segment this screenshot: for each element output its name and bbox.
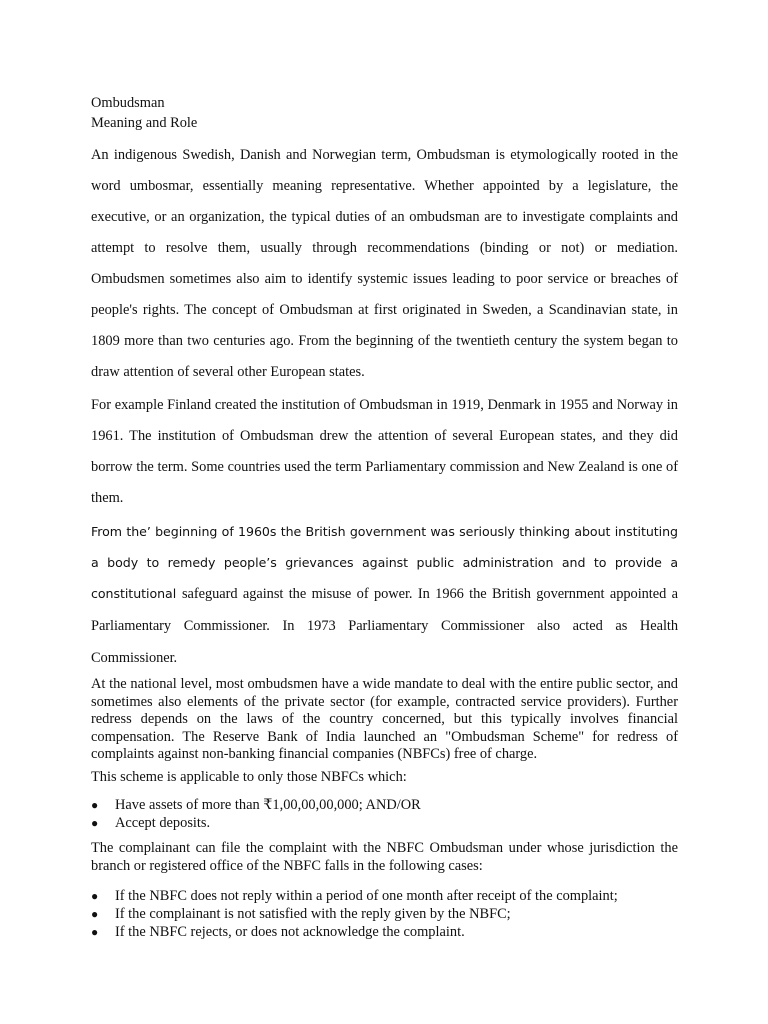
paragraph-examples: For example Finland created the institution of Ombudsman in 1919, Denmark in 1955 and Norway in 1961. The institution of Ombudsman drew the attention of several European states, and they did borrow the term. Some countries used the term Parliamentary commission and New Zealand is one of them.	[91, 397, 678, 506]
list-item: ● If the NBFC does not reply within a period of one month after receipt of the complaint;	[91, 888, 618, 904]
paragraph-etymology: An indigenous Swedish, Danish and Norwegian term, Ombudsman is etymologically rooted in the word umbosmar, essentially meaning representative. Whether appointed by a legislature, the executive, or an organization, the typical duties of an ombudsman are to investigate complaints and attempt to resolve them, usually through recommendations (binding or not) or mediation. Ombudsmen sometimes also aim to identify systemic issues leading to poor service or breaches of people's rights. The concept of Ombudsman at first originated in Sweden, a Scandinavian state, in 1809 more than two centuries ago. From the beginning of the twentieth century the system began to draw attention of several other European states.	[91, 147, 678, 380]
paragraph-british-serif: safeguard against the misuse of power. In 1966 the British government appointed a Parliamentary Commissioner. In 1973 Parliamentary Commissioner also acted as Health Commissioner.	[91, 586, 678, 666]
complaint-cases-list	[91, 887, 678, 941]
document-subtitle: Meaning and Role	[91, 115, 198, 131]
bullet-icon: ●	[91, 907, 99, 921]
bullet-icon: ●	[91, 798, 99, 812]
paragraph-complainant: The complainant can file the complaint with the NBFC Ombudsman under whose jurisdiction the branch or registered office of the NBFC falls in the following cases:	[91, 840, 678, 874]
paragraph-scheme-intro: This scheme is applicable to only those NBFCs which:	[91, 768, 407, 785]
paragraph-british-sans: From the’ beginning of 1960s the British government was seriously thinking about instituting a body to remedy people’s grievances against public administration and to provide a constitutional	[91, 524, 678, 601]
bullet-icon: ●	[91, 889, 99, 903]
paragraph-british	[91, 516, 678, 674]
bullet-icon: ●	[91, 925, 99, 939]
list-item: ● If the NBFC rejects, or does not acknowledge the complaint.	[91, 924, 465, 940]
list-item: ● If the complainant is not satisfied with the reply given by the NBFC;	[91, 906, 511, 922]
list-item: ● Accept deposits.	[91, 815, 211, 831]
list-item: ● Have assets of more than ₹1,00,00,00,000; AND/OR	[91, 797, 421, 813]
nbfc-criteria-list	[91, 796, 678, 832]
bullet-icon: ●	[91, 816, 99, 830]
document-page	[91, 93, 678, 941]
paragraph-national-level: At the national level, most ombudsmen have a wide mandate to deal with the entire public sector, and sometimes also elements of the private sector (for example, contracted service providers). Further redress depends on the laws of the country concerned, but this typically involves financial compensation. The Reserve Bank of India launched an "Ombudsman Scheme" for redress of complaints against non-banking financial companies (NBFCs) free of charge.	[91, 676, 678, 762]
document-title: Ombudsman	[91, 95, 165, 111]
